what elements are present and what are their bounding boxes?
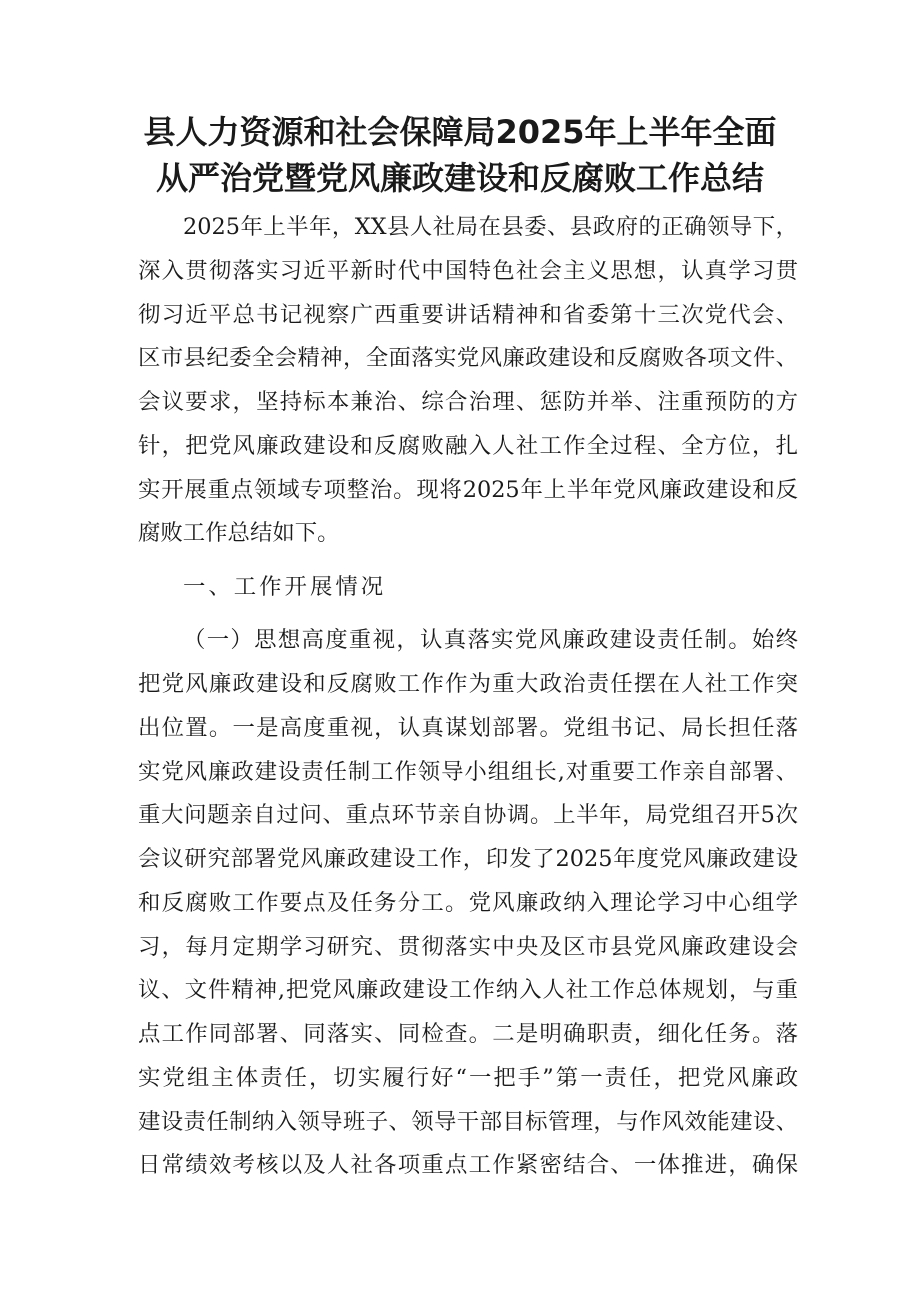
section-line-5: 重大问题亲自过问、重点环节亲自协调。上半年，局党组召开5次	[138, 802, 798, 828]
section-line-12: 建设责任制纳入领导班子、领导干部目标管理，与作风效能建设、	[138, 1109, 798, 1135]
section-heading: 一、工作开展情况	[183, 574, 387, 600]
section-line-13: 日常绩效考核以及人社各项重点工作紧密结合、一体推进，确保	[138, 1152, 798, 1178]
intro-line-8: 腐败工作总结如下。	[138, 520, 340, 546]
document-title-line-2: 从严治党暨党风廉政建设和反腐败工作总结	[155, 159, 764, 197]
section-line-7: 和反腐败工作要点及任务分工。党风廉政纳入理论学习中心组学	[138, 890, 798, 916]
intro-line-3: 彻习近平总书记视察广西重要讲话精神和省委第十三次党代会、	[138, 302, 798, 328]
section-line-2: 把党风廉政建设和反腐败工作作为重大政治责任摆在人社工作突	[138, 671, 798, 697]
intro-line-1: 2025年上半年，XX县人社局在县委、县政府的正确领导下，	[183, 214, 798, 240]
section-line-11: 实党组主体责任，切实履行好“一把手”第一责任，把党风廉政	[138, 1065, 798, 1091]
intro-line-6: 针，把党风廉政建设和反腐败融入人社工作全过程、全方位，扎	[138, 433, 798, 459]
section-line-9: 议、文件精神,把党风廉政建设工作纳入人社工作总体规划，与重	[138, 977, 798, 1003]
section-line-10: 点工作同部署、同落实、同检查。二是明确职责，细化任务。落	[138, 1021, 798, 1047]
intro-line-7: 实开展重点领域专项整治。现将2025年上半年党风廉政建设和反	[138, 477, 798, 503]
document-title-line-1: 县人力资源和社会保障局2025年上半年全面	[143, 113, 777, 151]
intro-line-2: 深入贯彻落实习近平新时代中国特色社会主义思想，认真学习贯	[138, 258, 798, 284]
intro-line-5: 会议要求，坚持标本兼治、综合治理、惩防并举、注重预防的方	[138, 389, 798, 415]
intro-line-4: 区市县纪委全会精神，全面落实党风廉政建设和反腐败各项文件、	[138, 345, 798, 371]
section-line-4: 实党风廉政建设责任制工作领导小组组长,对重要工作亲自部署、	[138, 759, 798, 785]
section-line-3: 出位置。一是高度重视，认真谋划部署。党组书记、局长担任落	[138, 715, 798, 741]
section-line-1: （一）思想高度重视，认真落实党风廉政建设责任制。始终	[183, 627, 798, 653]
section-line-8: 习，每月定期学习研究、贯彻落实中央及区市县党风廉政建设会	[138, 934, 798, 960]
section-line-6: 会议研究部署党风廉政建设工作，印发了2025年度党风廉政建设	[138, 846, 798, 872]
